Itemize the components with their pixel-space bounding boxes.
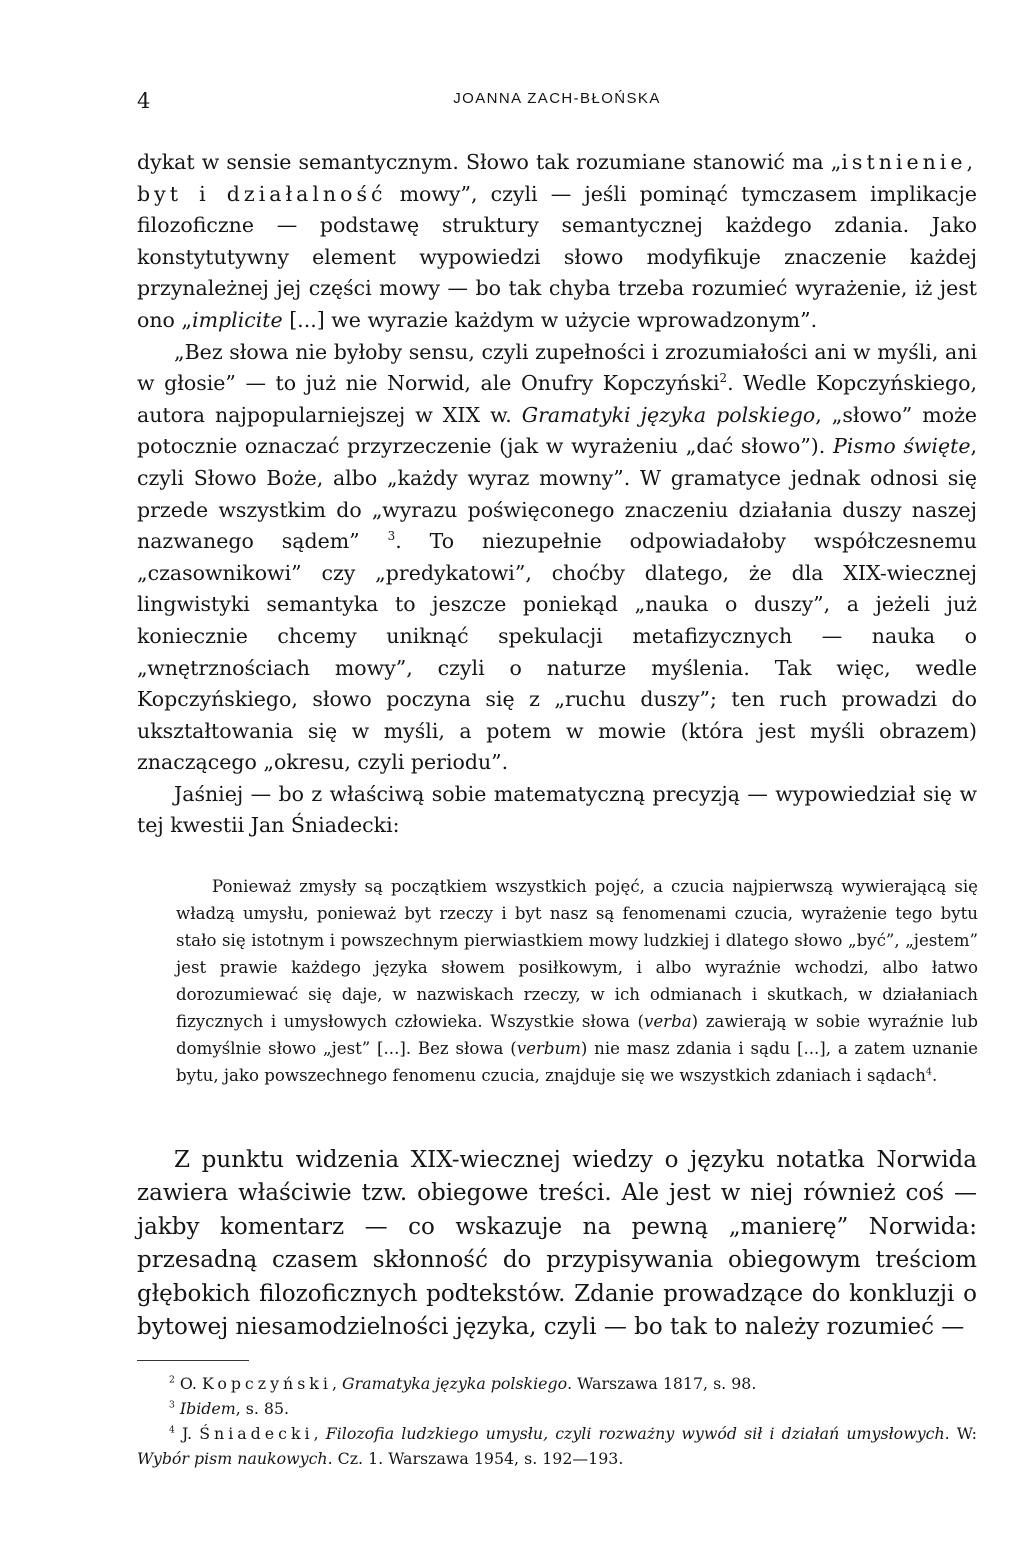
italic-term: verbum [516, 1039, 581, 1058]
book-title: Filozofia ludzkiego umysłu, czyli rozważny wywód sił i działań umysłowych [325, 1424, 945, 1443]
block-quote: Ponieważ zmysły są początkiem wszystkich pojęć, a czucia najpierwszą wywierającą się władzą umysłu, ponieważ byt rzeczy i byt nasz są fenomenami czucia, wyrażenie tego bytu stało się istotnym i powszechnym pierwiastkiem mowy ludzkiej i dlatego słowo „być”, „jestem” jest prawie każdego języka słowem posiłkowym, i albo wyraźnie wchodzi, albo łatwo dorozumiewać się daje, w nazwiskach rzeczy, w ich odmianach i skutkach, w działaniach fizycznych i umysłowych człowieka. Wszystkie słowa (verba) zawierają w sobie wyraźnie lub domyślnie słowo „jest” [...]. Bez słowa (verbum) nie masz zdania i sądu [...], a zatem uznanie bytu, jako powszechnego fenomenu czucia, znajduje się we wszystkich zdaniach i sądach$^4$. [176, 877, 978, 1085]
footnote-ref-2[interactable]: 2 [719, 371, 728, 386]
footnote-4: $^4$ J. Śniadecki, Filozofia ludzkiego umysłu, czyli rozważny wywód sił i działań umysłowych. W: Wybór pism naukowych. Cz. 1. Warszawa 1954, s. 192—193. [137, 1424, 977, 1468]
closing-paragraph: Z punktu widzenia XIX-wiecznej wiedzy o języku notatka Norwida zawiera właściwie tzw. obiegowe treści. Ale jest w niej również coś — jakby komentarz — co wskazuje na pewną „manierę” Norwida: przesadną czasem skłonność do przypisywania obiegowym treściom głębokich filozoficznych podtekstów. Zdanie prowadzące do konkluzji o bytowej niesamodzielności języka, czyli — bo tak to należy rozumieć — [137, 1147, 977, 1341]
footnote-ref-3[interactable]: 3 [387, 529, 396, 544]
page-number: 4 [137, 89, 151, 113]
running-head: JOANNA ZACH-BŁOŃSKA [453, 90, 661, 107]
italic-term: Pismo święte [833, 434, 971, 459]
paragraph-3: Jaśniej — bo z właściwą sobie matematyczną precyzją — wypowiedział się w tej kwestii Jan Śniadecki: [137, 781, 977, 838]
book-title: Gramatyki języka polskiego [521, 402, 816, 427]
footnote-3: $^3$ Ibidem, s. 85. [169, 1399, 290, 1418]
book-title: Ibidem [179, 1399, 236, 1418]
page-header [137, 88, 977, 114]
footnote-2: $^2$ O. Kopczyński, Gramatyka języka polskiego. Warszawa 1817, s. 98. [169, 1374, 757, 1393]
book-title: Gramatyka języka polskiego [341, 1374, 568, 1393]
book-title: Wybór pism naukowych [137, 1449, 328, 1468]
author-name: Śniadecki [199, 1424, 314, 1443]
footnote-ref-4[interactable]: 4 [925, 1066, 933, 1078]
main-text [137, 147, 977, 842]
author-name: Kopczyński [201, 1374, 332, 1393]
footnote-divider [137, 1360, 249, 1361]
italic-term: implicite [192, 307, 283, 332]
italic-term: verba [643, 1012, 692, 1031]
paragraph-2: „Bez słowa nie byłoby sensu, czyli zupełności i zrozumiałości ani w myśli, ani w głosie” — to już nie Norwid, ale Onufry Kopczyński$^2$. Wedle Kopczyńskiego, autora najpopularniejszej w XIX w. Gramatyki języka polskiego, „słowo” może potocznie oznaczać przyrzeczenie (jak w wyrażeniu „dać słowo”). Pismo święte, czyli Słowo Boże, albo „każdy wyraz mowny”. W gramatyce jednak odnosi się przede wszystkim do „wyrazu poświęconego znaczeniu działania duszy naszej nazwanego sądem” $^3$. To niezupełnie odpowiadałoby współczesnemu „czasownikowi” czy „predykatowi”, choćby dlatego, że dla XIX-wiecznej lingwistyki semantyka to jeszcze poniekąd „nauka o duszy”, a jeżeli już koniecznie chcemy uniknąć spekulacji metafizycznych — nauka o „wnętrznościach mowy”, czyli o naturze myślenia. Tak więc, wedle Kopczyńskiego, słowo poczyna się z „ruchu duszy”; ten ruch prowadzi do ukształtowania się w myśli, a potem w mowie (która jest myśli obrazem) znaczącego „okresu, czyli periodu”. [137, 339, 978, 775]
footnotes [137, 1371, 977, 1471]
paragraph-1: dykat w sensie semantycznym. Słowo tak rozumiane stanowić ma „istnienie, byt i działalność mowy”, czyli — jeśli pominąć tymczasem implikacje filozoficzne — podstawę struktury semantycznej każdego zdania. Jako konstytutywny element wypowiedzi słowo modyfikuje znaczenie każdej przynależnej jej części mowy — bo tak chyba trzeba rozumieć wyrażenie, iż jest ono „implicite [...] we wyrazie każdym w użycie wprowadzonym”. [137, 150, 977, 332]
emphasized-text: istnienie, byt i działalność [137, 150, 977, 206]
